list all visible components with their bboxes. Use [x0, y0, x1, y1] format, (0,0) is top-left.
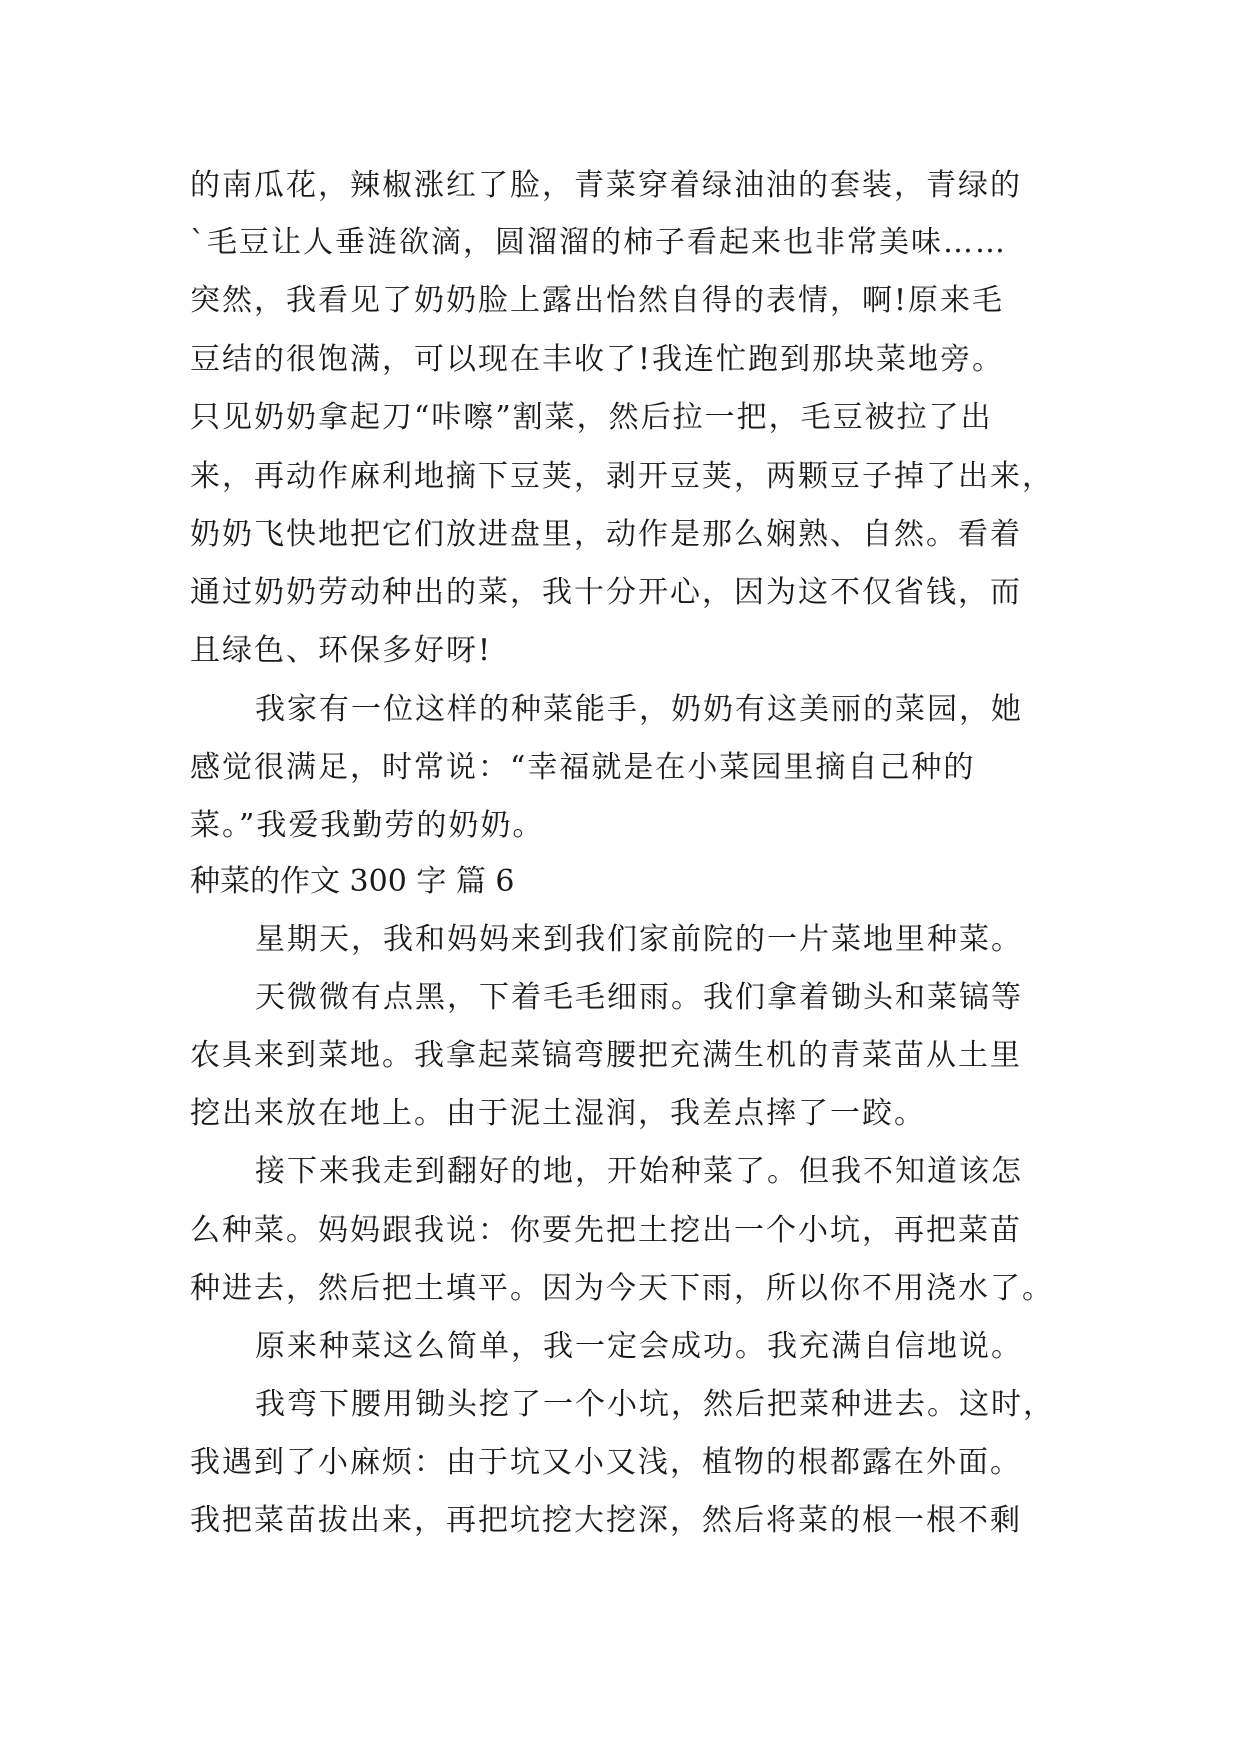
text-line: 我把菜苗拔出来，再把坑挖大挖深，然后将菜的根一根不剩 — [190, 1503, 1022, 1538]
text-line: 菜。”我爱我勤劳的奶奶。 — [190, 808, 545, 843]
text-line: 种进去，然后把土填平。因为今天下雨，所以你不用浇水了。 — [190, 1271, 1054, 1306]
text-line: 么种菜。妈妈跟我说：你要先把土挖出一个小坑，再把菜苗 — [190, 1213, 1022, 1248]
text-line: 农具来到菜地。我拿起菜镐弯腰把充满生机的青菜苗从土里 — [190, 1038, 1022, 1073]
text-line: 天微微有点黑，下着毛毛细雨。我们拿着锄头和菜镐等 — [255, 980, 1023, 1015]
text-line: 通过奶奶劳动种出的菜，我十分开心，因为这不仅省钱，而 — [190, 575, 1022, 610]
text-line: 豆结的很饱满，可以现在丰收了!我连忙跑到那块菜地旁。 — [190, 342, 1005, 377]
text-line: 的南瓜花，辣椒涨红了脸，青菜穿着绿油油的套装，青绿的 — [190, 168, 1022, 203]
text-line: 接下来我走到翻好的地，开始种菜了。但我不知道该怎 — [255, 1154, 1023, 1189]
text-line: 我家有一位这样的种菜能手，奶奶有这美丽的菜园，她 — [255, 692, 1023, 727]
text-line: `毛豆让人垂涟欲滴，圆溜溜的柿子看起来也非常美味…… — [190, 225, 1007, 260]
text-line: 感觉很满足，时常说：“幸福就是在小菜园里摘自己种的 — [190, 750, 976, 785]
section-heading: 种菜的作文 300 字 篇 6 — [190, 864, 515, 899]
text-line: 我弯下腰用锄头挖了一个小坑，然后把菜种进去。这时， — [255, 1387, 1055, 1422]
text-line: 星期天，我和妈妈来到我们家前院的一片菜地里种菜。 — [255, 922, 1023, 957]
text-line: 原来种菜这么简单，我一定会成功。我充满自信地说。 — [255, 1329, 1023, 1364]
text-line: 且绿色、环保多好呀! — [190, 633, 493, 668]
text-line: 挖出来放在地上。由于泥土湿润，我差点摔了一跤。 — [190, 1096, 926, 1131]
text-line: 奶奶飞快地把它们放进盘里，动作是那么娴熟、自然。看着 — [190, 517, 1022, 552]
text-line: 来，再动作麻利地摘下豆荚，剥开豆荚，两颗豆子掉了出来， — [190, 459, 1054, 494]
text-line: 突然，我看见了奶奶脸上露出怡然自得的表情，啊!原来毛 — [190, 283, 1005, 318]
text-line: 只见奶奶拿起刀“咔嚓”割菜，然后拉一把，毛豆被拉了出 — [190, 400, 993, 435]
text-line: 我遇到了小麻烦：由于坑又小又浅，植物的根都露在外面。 — [190, 1445, 1022, 1480]
